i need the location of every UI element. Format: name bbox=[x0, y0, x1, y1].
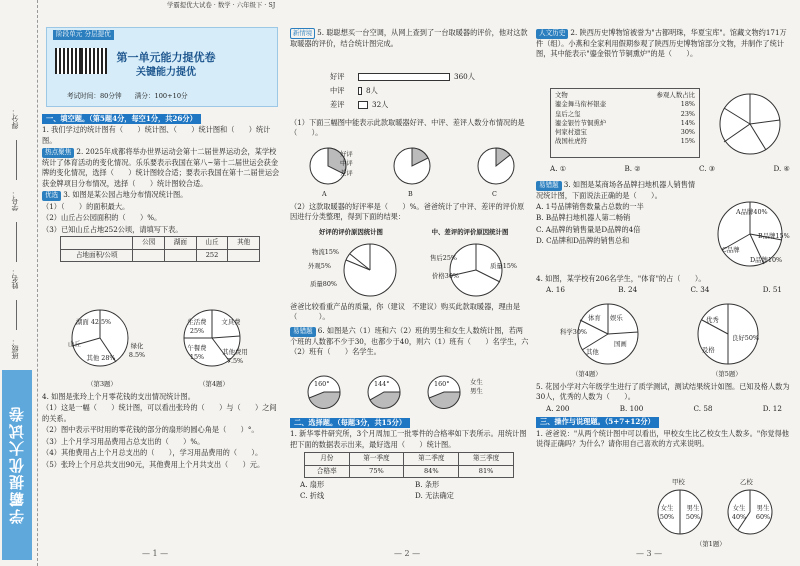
unit-tag: 阶段单元 分层提优 bbox=[53, 30, 114, 40]
pie-label: 男生50% bbox=[685, 504, 701, 522]
pass-rate-table bbox=[304, 452, 514, 478]
artifact-name: 鎏金舞马衔杯银壶 bbox=[555, 100, 607, 109]
q3-option-d[interactable]: D. C品牌和D品牌的销售总和 bbox=[536, 236, 630, 246]
series-line: 学霸提优大试卷 · 数学 · 六年级下 · SJ bbox=[167, 1, 276, 9]
choice-options bbox=[290, 480, 530, 501]
bar-value: 8人 bbox=[366, 86, 378, 95]
section-heading: 三、操作与说理题。（5+7+12分） bbox=[536, 417, 659, 427]
table-header: 公园 bbox=[133, 237, 165, 250]
table-header: 第三季度 bbox=[459, 453, 514, 466]
question-3: 3. 如图是某公园占地分布情况统计图。 bbox=[63, 190, 188, 200]
q5-part-c: 爸爸比较看重产品的质量，你（建议 不建议）购买此款取暖器，理由是（ ）。 bbox=[290, 302, 521, 322]
artifact-pct: 14% bbox=[680, 118, 695, 127]
table-cell[interactable] bbox=[228, 249, 260, 262]
c3-question-2: 2. 陕西历史博物馆被誉为"古都明珠，华夏宝库"。馆藏文物约171万件（组）。小燕和全家利用假期参观了陕西历史博物馆部分文物，并制作了统计图，其中能表示"鎏金银竹节铜熏炉"的是（ ）。 bbox=[536, 28, 787, 58]
pie-label: B品牌15% bbox=[758, 232, 790, 240]
col-header: 参观人数占比 bbox=[656, 91, 695, 99]
bar-bad bbox=[358, 101, 368, 109]
option-a[interactable]: A. 扇形 bbox=[300, 480, 325, 490]
pie-label: 其他 28% bbox=[86, 354, 116, 362]
artifact-row bbox=[555, 100, 695, 109]
pie-label: 外观5% bbox=[308, 262, 331, 270]
option-c[interactable]: C. 折线 bbox=[300, 490, 325, 500]
pie-label: 女生40% bbox=[731, 504, 747, 522]
pie-label: 价格30% bbox=[432, 272, 459, 280]
pie-label: 午餐费 15% bbox=[187, 344, 207, 362]
pie-label: 男生60% bbox=[755, 504, 771, 522]
brand-vertical: 学霸提优大试卷 bbox=[2, 370, 32, 560]
figure-caption: （第5题） bbox=[712, 370, 742, 378]
table-header: 湖面 bbox=[165, 237, 197, 250]
section-heading: 一、填空题。（第5题4分，每空1分，共26分） bbox=[42, 114, 201, 124]
table-cell: 252 bbox=[196, 249, 228, 262]
pie-label: 售后25% bbox=[430, 254, 457, 262]
q3-option-c[interactable]: C. A品牌的销售量是D品牌的4倍 bbox=[536, 224, 641, 234]
col-header: 文物 bbox=[555, 91, 568, 99]
bar-label: 中评 bbox=[330, 86, 345, 95]
name-line bbox=[16, 300, 17, 330]
c3-question-3: 3. 如图是某商场各品牌扫地机器人销售情况统计图，下面说法正确的是（ ）。 bbox=[536, 180, 696, 200]
figure-caption: （第3题） bbox=[87, 380, 117, 388]
q5-part-b-block bbox=[290, 202, 530, 224]
q3-part-c: （3）已知山丘占地252公顷，请填写下表。 bbox=[42, 224, 183, 234]
artifact-name: 鎏金银竹节铜熏炉 bbox=[555, 118, 607, 127]
q5-part-b: （2）这款取暖器的好评率是（ ）%。爸爸统计了中评、差评的评价原因进行分类整理，得到下面的结果： bbox=[290, 202, 525, 222]
q2-options bbox=[550, 164, 790, 174]
section-heading: 二、选择题。（每题3分，共15分） bbox=[290, 418, 410, 428]
q5-part-a: （1）下面三幅图中能表示此款取暖器好评、中评、差评人数分布情况的是（ ）。 bbox=[290, 118, 525, 138]
artifact-row bbox=[555, 137, 695, 146]
pie-label: 生活费 25% bbox=[187, 318, 207, 336]
figure-caption: （第4题） bbox=[572, 370, 602, 378]
q4-part-e: （5）张玲上个月总共支出90元，其他费用上个月共支出（ ）元。 bbox=[42, 459, 265, 469]
artifact-name: 何家村遗宝 bbox=[555, 128, 587, 137]
bar-label: 好评 bbox=[330, 72, 345, 81]
table-header bbox=[61, 237, 133, 250]
q4-part-c: （3）上个月学习用品费用占总支出的（ ）%。 bbox=[42, 436, 205, 446]
land-table bbox=[60, 236, 260, 262]
question-6: 6. 如图是六（1）班和六（2）班的男生和女生人数统计图，若两个班的人数都不少于30，也都少于40，则六（1）班有（ ）名学生，六（2）班有（ ）名学生。 bbox=[290, 326, 529, 356]
artifact-table bbox=[550, 88, 700, 158]
legend-item: 差评 bbox=[340, 168, 353, 177]
option-a[interactable]: A. 200 bbox=[546, 403, 570, 413]
c3-question-5-block bbox=[536, 382, 792, 451]
question-4: 4. 如图是张玲上个月零花钱的支出情况统计图。 bbox=[42, 392, 195, 401]
id-label: 学号： bbox=[11, 190, 19, 211]
pie-label: 其他费用 7.5% bbox=[222, 348, 248, 366]
option-b[interactable]: B. ② bbox=[624, 164, 641, 173]
pie-label: 国画 bbox=[614, 340, 627, 348]
q4-part-a: （1）这是一幅（ ）统计图，可以看出张玲的（ ）与（ ）之间的关系。 bbox=[42, 403, 277, 423]
option-c[interactable]: C. 58 bbox=[693, 403, 713, 413]
artifact-pct: 18% bbox=[680, 100, 695, 109]
question-2: 2. 2025年成都将举办世界运动会第十二届世界运动会，某学校统计了体育活动的变化情况。乐乐要表示我国在第八~第十二届世运会获金牌的变化情况，选择（ ）统计图较合适；要表示我国在第十二届世运会获金牌项目分布情况，选择（ ）统计图较合适。 bbox=[42, 147, 280, 188]
qr-code-right bbox=[81, 48, 107, 74]
option-a[interactable]: A. ① bbox=[550, 164, 567, 173]
score-line bbox=[16, 140, 17, 180]
page-title: 第一单元能力提优卷 bbox=[116, 51, 216, 64]
pie-label: 娱乐 bbox=[610, 314, 623, 322]
error-tag: 易错题 bbox=[536, 181, 562, 191]
pie-label: 科学30% bbox=[560, 328, 587, 336]
artifact-name: 战国杜虎符 bbox=[555, 137, 587, 146]
pie-label: 其他 bbox=[586, 348, 599, 356]
section-choice bbox=[290, 418, 530, 501]
figure-caption: （第1题） bbox=[696, 540, 726, 548]
chart-title: 中、差评的评价原因统计图 bbox=[431, 228, 509, 236]
pie-label: C品牌 bbox=[722, 246, 740, 254]
artifact-header bbox=[555, 91, 695, 100]
pie-label: 女生50% bbox=[659, 504, 675, 522]
section-fill-blank bbox=[42, 114, 282, 262]
legend-item: 女生 bbox=[470, 378, 483, 386]
q3-part-b: （2）山丘占公园面积的（ ）%。 bbox=[42, 213, 162, 223]
table-cell: 84% bbox=[404, 465, 459, 478]
exam-meta: 考试时间：80分钟 满分：100+10分 bbox=[67, 92, 188, 100]
pie-label: 质量15% bbox=[490, 262, 517, 270]
pie-label: A品牌40% bbox=[736, 208, 768, 216]
c3-question-2-block bbox=[536, 28, 792, 60]
page-number: — 3 — bbox=[636, 549, 663, 559]
pie-label: 文具费 bbox=[221, 318, 241, 326]
legend-item: 中评 bbox=[340, 159, 353, 168]
bar-mid bbox=[358, 87, 362, 95]
table-cell[interactable] bbox=[133, 249, 165, 262]
context-tag: 新情境 bbox=[290, 28, 315, 39]
score-label: 得分： bbox=[11, 108, 19, 129]
bar-value: 32人 bbox=[372, 100, 389, 109]
table-cell: 占地面积/公顷 bbox=[61, 249, 133, 262]
reasoning-question-1: 1. 爸爸说："从两个统计图中可以看出，甲校女生比乙校女生人数多。"你觉得他说得正确吗？为什么？请你用自己喜欢的方式来说明。 bbox=[536, 428, 789, 449]
artifact-pct: 15% bbox=[680, 137, 695, 146]
angle-label: 144° bbox=[374, 380, 390, 388]
page-number: — 2 — bbox=[394, 549, 421, 559]
pie-label: 优秀 bbox=[706, 316, 719, 324]
legend-block bbox=[340, 150, 366, 178]
pie-label: D品牌10% bbox=[750, 256, 783, 264]
header-box bbox=[46, 27, 278, 107]
option-a[interactable]: A. 16 bbox=[546, 285, 565, 295]
option-d[interactable]: D. ④ bbox=[773, 164, 790, 173]
table-header: 第二季度 bbox=[404, 453, 459, 466]
pie-figures-row bbox=[52, 306, 272, 378]
artifact-name: 皇后之玺 bbox=[555, 109, 581, 118]
table-header: 山丘 bbox=[196, 237, 228, 250]
legend-item: 好评 bbox=[340, 150, 353, 158]
option-b[interactable]: B. 24 bbox=[618, 285, 638, 295]
legend-item: 男生 bbox=[470, 387, 483, 396]
school-label: 甲校 bbox=[672, 478, 685, 486]
c3-question-4: 4. 如图，某学校有206名学生，"体育"的占（ ）。 bbox=[536, 274, 706, 283]
chart-title: 好评的评价原因统计图 bbox=[319, 228, 383, 236]
qr-code-left bbox=[55, 48, 81, 74]
c3-question-5: 5. 花园小学对六年级学生进行了质学测试，测试结果统计如图。已知及格人数为30人，优秀的人数为（ ）。 bbox=[536, 382, 790, 402]
bar-label: 差评 bbox=[330, 100, 345, 109]
artifact-row bbox=[555, 119, 695, 128]
question-6-block bbox=[290, 326, 530, 358]
select-tag: 优选 bbox=[42, 191, 61, 201]
history-tag: 人文历史 bbox=[536, 29, 568, 39]
artifact-row bbox=[555, 128, 695, 137]
rating-bars bbox=[330, 72, 490, 112]
bar-value: 360人 bbox=[454, 72, 475, 81]
table-cell: 合格率 bbox=[305, 465, 350, 478]
q4-part-d: （4）其他费用占上个月总支出的（ ），学习用品费用的（ ）。 bbox=[42, 448, 263, 458]
table-cell: 81% bbox=[459, 465, 514, 478]
error-tag: 易错题 bbox=[290, 327, 316, 337]
option-label[interactable]: B bbox=[408, 190, 413, 198]
option-label[interactable]: A bbox=[322, 190, 327, 198]
question-1: 1. 我们学过的统计图有（ ）统计图、（ ）统计图和（ ）统计图。 bbox=[42, 125, 271, 145]
page-column-2 bbox=[290, 0, 530, 566]
question-5: 5. 聪聪想买一台空调，从网上查到了一台取暖器的评价，他对这款取暖器的评价，结合统计图完成。 bbox=[290, 28, 528, 49]
option-c[interactable]: C. 34 bbox=[690, 285, 710, 295]
angle-label: 160° bbox=[434, 380, 450, 388]
q5-part-a-block bbox=[290, 118, 530, 140]
table-header: 第一季度 bbox=[349, 453, 404, 466]
class-label: 班级： bbox=[11, 338, 19, 359]
c3-question-4-block bbox=[536, 274, 792, 296]
option-d[interactable]: D. 无法确定 bbox=[415, 490, 454, 500]
angle-label: 160° bbox=[314, 380, 330, 388]
name-label: 姓名： bbox=[11, 268, 19, 289]
option-b[interactable]: B. 100 bbox=[619, 403, 644, 413]
pie-label: 物流15% bbox=[312, 248, 339, 256]
q3-option-a[interactable]: A. 1号品牌销售数量占总数的一半 bbox=[536, 201, 644, 211]
option-c[interactable]: C. ③ bbox=[698, 164, 716, 173]
option-d[interactable]: D. 12 bbox=[762, 403, 782, 413]
binding-strip bbox=[0, 0, 38, 566]
page-number: — 1 — bbox=[142, 549, 169, 559]
pie-label: 及格 bbox=[702, 346, 715, 354]
table-cell[interactable] bbox=[165, 249, 197, 262]
pie-label: 质量80% bbox=[310, 280, 337, 288]
c3-question-3-block bbox=[536, 180, 702, 248]
pie-label: 湖面 42.5% bbox=[76, 318, 112, 326]
q4-part-b: （2）图中表示平时用的零花钱的部分的扇形的圆心角是（ ）°。 bbox=[42, 425, 259, 435]
legend6 bbox=[470, 378, 483, 397]
id-line bbox=[16, 222, 17, 262]
q3-part-a: （1）（ ）的面积最大。 bbox=[42, 201, 130, 211]
table-header: 月份 bbox=[305, 453, 350, 466]
hot-tag: 热点聚焦 bbox=[42, 148, 74, 158]
option-d[interactable]: D. 51 bbox=[762, 285, 782, 295]
q3-option-b[interactable]: B. B品牌扫地机器人第二畅销 bbox=[536, 213, 631, 223]
question-5-block bbox=[290, 28, 530, 51]
pie-label: 山丘 bbox=[68, 340, 81, 348]
pie-label: 体育 bbox=[588, 314, 601, 322]
artifact-row bbox=[555, 110, 695, 119]
table-cell: 75% bbox=[349, 465, 404, 478]
artifact-pie bbox=[716, 90, 786, 160]
figure-caption: （第4题） bbox=[199, 380, 229, 388]
option-label[interactable]: C bbox=[492, 190, 497, 198]
table-header: 其他 bbox=[228, 237, 260, 250]
page-column-3 bbox=[536, 0, 792, 566]
artifact-pct: 23% bbox=[680, 109, 695, 118]
choice-question-1: 1. 新华零件研究所，3个月周加工一批零件的合格率如下表所示。用统计图把下面的数据表示出来，最好选用（ ）统计图。 bbox=[290, 429, 527, 449]
page-column-1 bbox=[42, 0, 282, 566]
question-4-block bbox=[42, 392, 282, 471]
pie-label: 绿化 8.5% bbox=[128, 342, 146, 360]
q5-options bbox=[536, 404, 792, 414]
artifact-pct: 30% bbox=[680, 128, 695, 137]
option-b[interactable]: B. 条形 bbox=[415, 480, 440, 490]
pie-label: 良好50% bbox=[732, 334, 759, 342]
school-label: 乙校 bbox=[740, 478, 753, 486]
bar-good bbox=[358, 73, 450, 81]
q4-options bbox=[536, 285, 792, 295]
page-subtitle: 关键能力提优 bbox=[136, 67, 196, 78]
q5-part-c-block bbox=[290, 302, 530, 324]
q5-option-pies bbox=[300, 146, 530, 190]
